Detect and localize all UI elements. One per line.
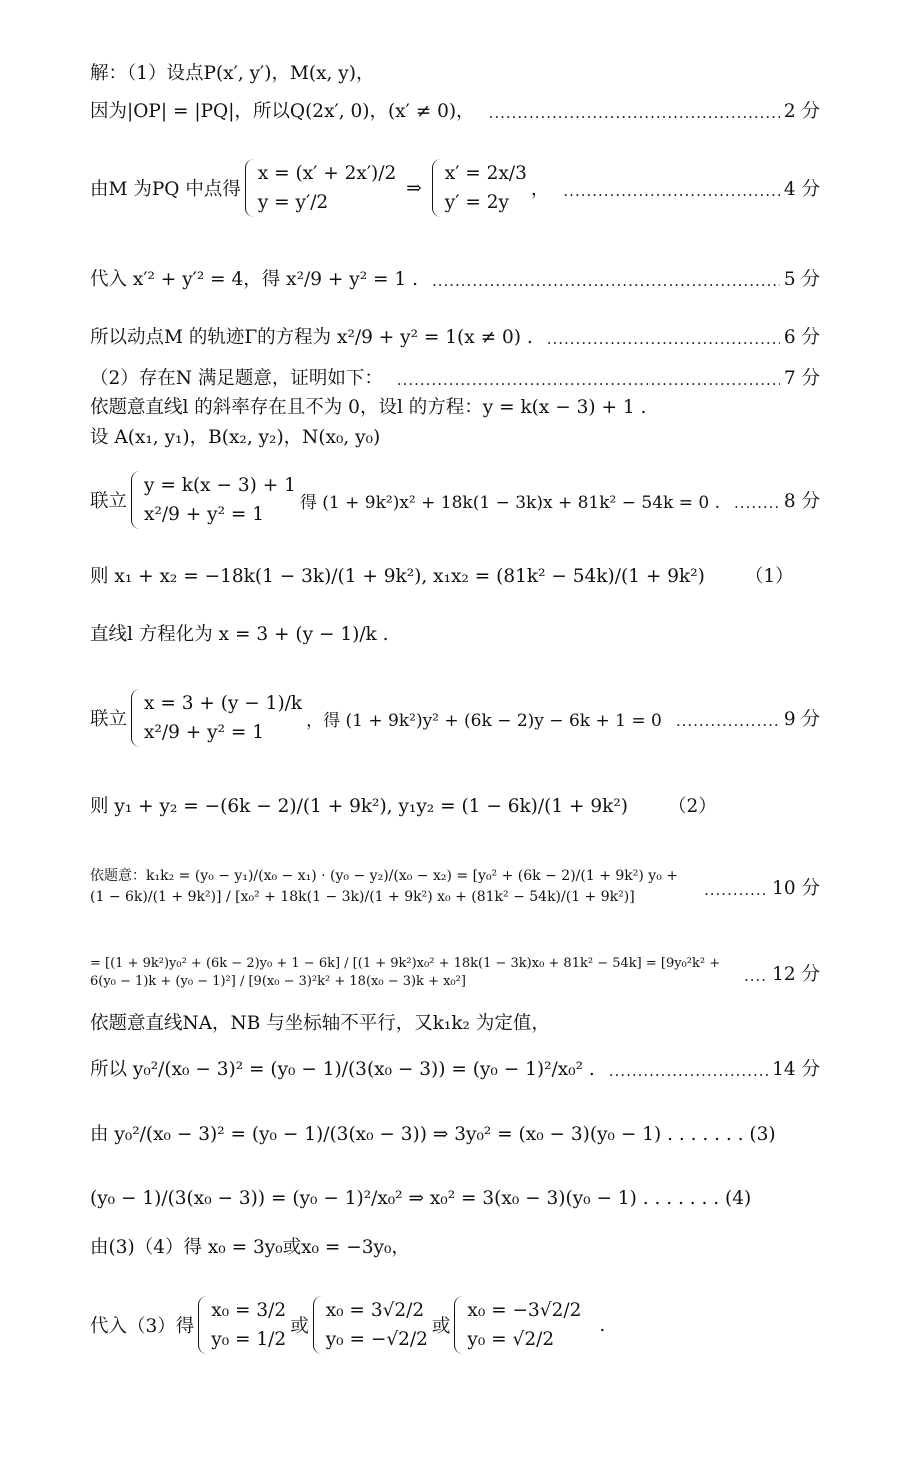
- system-row: x = (x′ + 2x′)/2: [257, 163, 397, 184]
- score-label: 12 分: [772, 964, 820, 985]
- equation-tag: （2）: [668, 796, 717, 817]
- system-row: y₀ = 1/2: [211, 1329, 287, 1350]
- score-label: 6 分: [783, 327, 820, 348]
- line-prefix: 代入（3）得: [90, 1316, 195, 1337]
- leader-dots: [563, 182, 779, 200]
- system-row: x′ = 2x/3: [444, 163, 527, 184]
- equation-tag: （1）: [744, 566, 794, 587]
- line-suffix: 得 (1 + 9k²)x² + 18k(1 − 3k)x + 81k² − 54k = 0 .: [299, 492, 721, 513]
- solution-line-20: [90, 1226, 820, 1266]
- solution-line-13: [90, 775, 820, 835]
- solution-line-21: [90, 1270, 820, 1380]
- line-text: = [(1 + 9k²)y₀² + (6k − 2)y₀ + 1 − 6k] / [(1 + 9k²)x₀² + 18k(1 − 3k)x₀ + 81k² − 54k] = [9y₀²k² + 6(y₀ − 1)k + (y₀ − 1)²] / [9(x₀ − 3)²k² + 18(x₀ − 3)k + x₀²]: [90, 955, 721, 989]
- solution-line-1: [90, 52, 820, 92]
- line-text: 直线l 方程化为 x = 3 + (y − 1)/k .: [90, 624, 389, 645]
- system-row: y = y′/2: [257, 192, 329, 213]
- system-row: x₀ = 3/2: [211, 1300, 287, 1321]
- score-label: 5 分: [783, 269, 820, 290]
- line-suffix: ，得 (1 + 9k²)y² + (6k − 2)y − 6k + 1 = 0: [306, 710, 662, 731]
- solution-line-19: [90, 1168, 820, 1228]
- line-text: 所以 y₀²/(x₀ − 3)² = (y₀ − 1)/(3(x₀ − 3)) = (y₀ − 1)²/x₀² .: [90, 1059, 595, 1080]
- leader-dots: [734, 494, 780, 512]
- solution-line-2: [90, 90, 820, 130]
- leader-dots: [489, 104, 780, 122]
- or-label: 或: [290, 1316, 309, 1337]
- line-text: 因为|OP| = |PQ|，所以Q(2x′, 0)，(x′ ≠ 0)，: [90, 101, 475, 122]
- system-row: y = k(x − 3) + 1: [144, 475, 296, 496]
- score-label: 8 分: [783, 491, 820, 512]
- line-suffix: .: [599, 1314, 606, 1336]
- solution-line-16: [90, 1002, 820, 1042]
- line-text: (y₀ − 1)/(3(x₀ − 3)) = (y₀ − 1)²/x₀² ⇒ x₀² = 3(x₀ − 3)(y₀ − 1) . . . . . . . (4): [90, 1187, 752, 1209]
- solution-line-12: [90, 648, 820, 788]
- leader-dots: [704, 881, 768, 899]
- solution-system-2: [313, 1296, 428, 1354]
- solution-line-3: 由M 为PQ 中点得 x = (x′ + 2x′)/2 y = y′/2 ⇒ x′ = 2x/3 y′ = 2y ， ..... 4 分: [90, 133, 820, 243]
- line-prefix: 联立: [90, 491, 128, 512]
- solution-line-10: [90, 545, 820, 605]
- solution-line-15: [90, 943, 820, 1003]
- system-row: x₀ = 3√2/2: [325, 1300, 425, 1321]
- equation-system: [131, 689, 302, 747]
- leader-dots: [609, 1062, 768, 1080]
- solution-line-9: [90, 445, 820, 555]
- equation-system-1: [245, 159, 396, 217]
- score-label: 4 分: [783, 179, 820, 200]
- solution-system-1: [198, 1296, 286, 1354]
- solution-line-18: [90, 1103, 820, 1163]
- line-text: 依题意直线l 的斜率存在且不为 0，设l 的方程：y = k(x − 3) + 1 .: [90, 397, 647, 418]
- system-row: x²/9 + y² = 1: [144, 504, 265, 525]
- score-label: 14 分: [772, 1059, 820, 1080]
- solution-line-4: [90, 248, 820, 308]
- system-row: x²/9 + y² = 1: [144, 722, 265, 743]
- score-label: 10 分: [772, 878, 820, 899]
- line-text: 由 y₀²/(x₀ − 3)² = (y₀ − 1)/(3(x₀ − 3)) ⇒ 3y₀² = (x₀ − 3)(y₀ − 1) . . . . . . . (3): [90, 1124, 776, 1145]
- solution-system-3: [454, 1296, 581, 1354]
- line-text: 代入 x′² + y′² = 4，得 x²/9 + y² = 1 .: [90, 269, 418, 290]
- score-label: 7 分: [783, 368, 820, 389]
- line-text: 依题意直线NA，NB 与坐标轴不平行，又k₁k₂ 为定值，: [90, 1013, 550, 1034]
- line-prefix: 由M 为PQ 中点得: [90, 179, 241, 200]
- leader-dots: [744, 967, 768, 985]
- leader-dots: [432, 272, 780, 290]
- equation-system-2: [432, 159, 527, 217]
- score-label: 2 分: [783, 101, 820, 122]
- line-text: （2）存在N 满足题意，证明如下：: [90, 368, 383, 389]
- line-text: 由(3)（4）得 x₀ = 3y₀或x₀ = −3y₀，: [90, 1237, 410, 1258]
- system-row: x₀ = −3√2/2: [467, 1300, 582, 1321]
- system-row: x = 3 + (y − 1)/k: [144, 693, 303, 714]
- implies-arrow: ⇒: [406, 177, 422, 199]
- or-label: 或: [431, 1316, 451, 1337]
- system-row: y′ = 2y: [444, 192, 509, 213]
- leader-dots: [547, 330, 780, 348]
- solution-line-14: [90, 832, 820, 942]
- equation-system: [131, 471, 296, 529]
- line-text: 解：（1）设点P(x′, y′)，M(x, y)，: [90, 63, 375, 84]
- line-text: 依题意：k₁k₂ = (y₀ − y₁)/(x₀ − x₁) · (y₀ − y₂)/(x₀ − x₂) = [y₀² + (6k − 2)/(1 + 9k²) y₀ + (1 − 6k)/(1 + 9k²)] / [x₀² + 18k(1 − 3k)/(1 + 9k²) x₀ + (81k² − 54k)/(1 + 9k²)]: [90, 868, 678, 905]
- system-row: y₀ = √2/2: [467, 1329, 555, 1350]
- line-text: 所以动点M 的轨迹Γ的方程为 x²/9 + y² = 1(x ≠ 0) .: [90, 327, 533, 348]
- line-text: 则 x₁ + x₂ = −18k(1 − 3k)/(1 + 9k²), x₁x₂ = (81k² − 54k)/(1 + 9k²): [90, 566, 705, 587]
- leader-dots: [676, 712, 780, 730]
- score-label: 9 分: [783, 709, 820, 730]
- system-row: y₀ = −√2/2: [325, 1329, 428, 1350]
- line-text: 则 y₁ + y₂ = −(6k − 2)/(1 + 9k²), y₁y₂ = (1 − 6k)/(1 + 9k²): [90, 796, 628, 817]
- line-prefix: 联立: [90, 709, 128, 730]
- solution-line-17: [90, 1038, 820, 1098]
- line-text: 设 A(x₁, y₁)，B(x₂, y₂)，N(x₀, y₀): [90, 427, 381, 448]
